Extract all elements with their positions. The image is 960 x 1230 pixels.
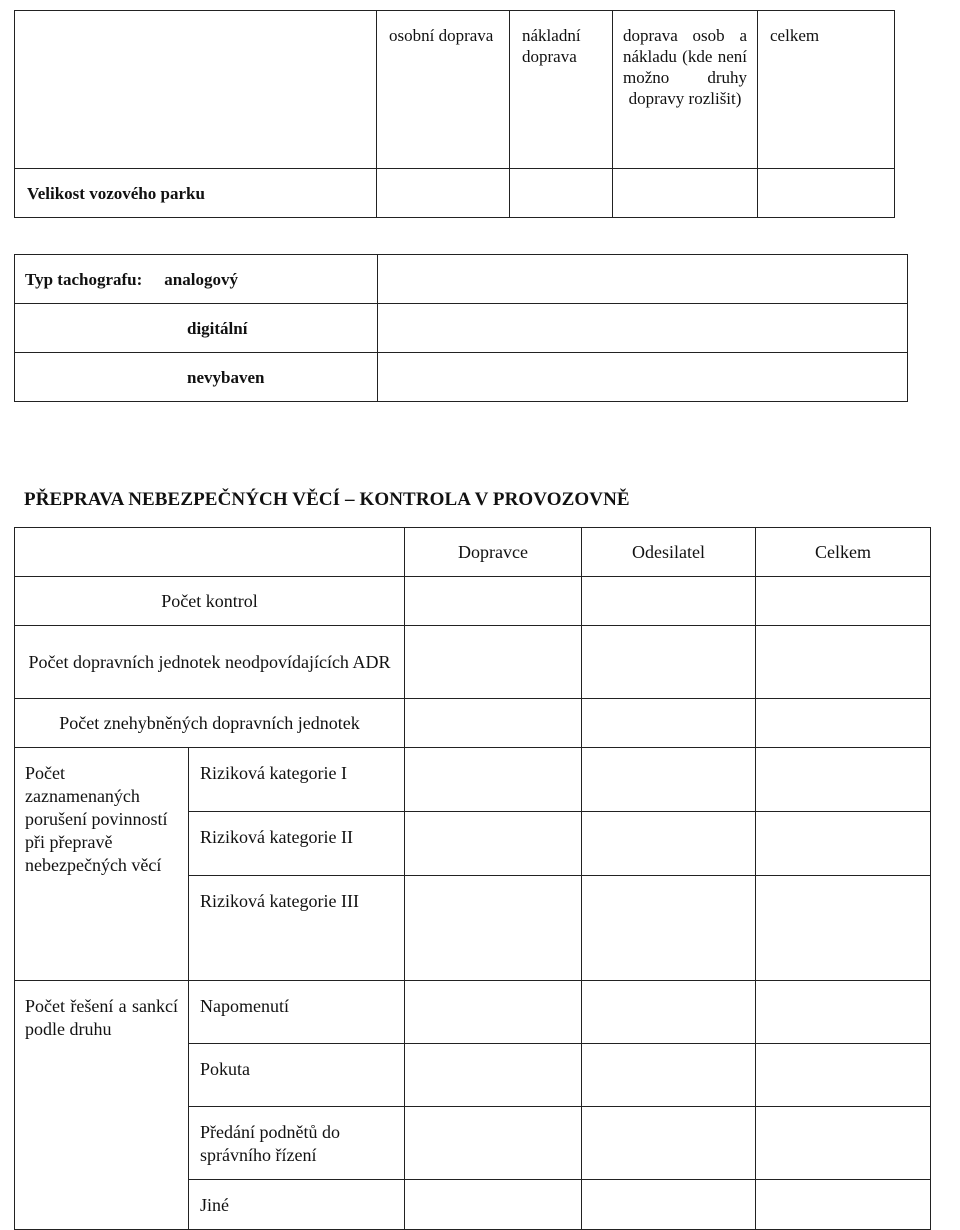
dg-cell[interactable] xyxy=(756,1044,931,1107)
dg-header-empty xyxy=(15,528,405,577)
dg-cell[interactable] xyxy=(582,981,756,1044)
dg-cell[interactable] xyxy=(756,577,931,626)
fleet-header-empty xyxy=(15,11,377,169)
dg-cell[interactable] xyxy=(405,577,582,626)
dg-label-znehybnene: Počet znehybněných dopravních jednotek xyxy=(15,699,405,748)
dg-cell[interactable] xyxy=(756,626,931,699)
dg-label-riziko-2: Riziková kategorie II xyxy=(189,812,405,876)
dangerous-goods-table xyxy=(14,527,931,1230)
tachograph-digital-cell[interactable] xyxy=(378,304,908,353)
dg-cell[interactable] xyxy=(582,1180,756,1230)
tachograph-label-analog xyxy=(15,255,378,304)
dg-header-celkem: Celkem xyxy=(756,528,931,577)
dg-cell[interactable] xyxy=(405,699,582,748)
dg-cell[interactable] xyxy=(582,626,756,699)
fleet-header-celkem: celkem xyxy=(758,11,895,169)
dg-group-violations-label: Počet zaznamenaných porušení povinností při přepravě nebezpečných věcí xyxy=(15,748,189,981)
fleet-size-table xyxy=(14,10,895,218)
tachograph-none-cell[interactable] xyxy=(378,353,908,402)
dg-cell[interactable] xyxy=(582,876,756,981)
tachograph-option-analog: analogový xyxy=(164,269,238,289)
dg-cell[interactable] xyxy=(756,699,931,748)
dg-label-pocet-kontrol: Počet kontrol xyxy=(15,577,405,626)
dg-label-pokuta: Pokuta xyxy=(189,1044,405,1107)
tachograph-type-label: Typ tachografu: xyxy=(25,269,143,289)
dg-cell[interactable] xyxy=(405,812,582,876)
dg-cell[interactable] xyxy=(405,1044,582,1107)
fleet-size-row xyxy=(15,169,895,218)
tachograph-row-analog xyxy=(15,255,908,304)
tachograph-option-none: nevybaven xyxy=(15,353,378,402)
dg-header-dopravce: Dopravce xyxy=(405,528,582,577)
dg-row-neodpovidajici xyxy=(15,626,931,699)
dg-label-jine: Jiné xyxy=(189,1180,405,1230)
dg-cell[interactable] xyxy=(582,699,756,748)
dg-cell[interactable] xyxy=(405,981,582,1044)
dg-cell[interactable] xyxy=(756,876,931,981)
dg-cell[interactable] xyxy=(405,748,582,812)
dg-group-sanctions-label: Počet řešení a sankcí podle druhu xyxy=(15,981,189,1230)
dg-label-riziko-1: Riziková kategorie I xyxy=(189,748,405,812)
fleet-size-celkem-cell[interactable] xyxy=(758,169,895,218)
dg-cell[interactable] xyxy=(582,577,756,626)
section-title: PŘEPRAVA NEBEZPEČNÝCH VĚCÍ – KONTROLA V PROVOZOVNĚ xyxy=(24,489,630,510)
fleet-size-nakladni-cell[interactable] xyxy=(510,169,613,218)
fleet-header-osobni: osobní doprava xyxy=(377,11,510,169)
dg-cell[interactable] xyxy=(582,748,756,812)
tachograph-row-none xyxy=(15,353,908,402)
fleet-size-label: Velikost vozového parku xyxy=(15,169,377,218)
dg-cell[interactable] xyxy=(405,1180,582,1230)
dg-label-napomenuti: Napomenutí xyxy=(189,981,405,1044)
dg-cell[interactable] xyxy=(582,1044,756,1107)
tachograph-row-digital xyxy=(15,304,908,353)
fleet-header-kombinovana: doprava osob a nákladu (kde není možno druhy dopravy rozlišit) xyxy=(613,11,758,169)
tachograph-analog-cell[interactable] xyxy=(378,255,908,304)
dg-header-row xyxy=(15,528,931,577)
dg-row-znehybnene xyxy=(15,699,931,748)
tachograph-table xyxy=(14,254,908,402)
fleet-size-osobni-cell[interactable] xyxy=(377,169,510,218)
dg-row-napomenuti xyxy=(15,981,931,1044)
fleet-header-nakladni: nákladní doprava xyxy=(510,11,613,169)
dg-cell[interactable] xyxy=(405,876,582,981)
dg-cell[interactable] xyxy=(756,981,931,1044)
fleet-size-kombinovana-cell[interactable] xyxy=(613,169,758,218)
dg-cell[interactable] xyxy=(582,1107,756,1180)
tachograph-option-digital: digitální xyxy=(15,304,378,353)
dg-cell[interactable] xyxy=(405,626,582,699)
dg-header-odesilatel: Odesilatel xyxy=(582,528,756,577)
dg-cell[interactable] xyxy=(582,812,756,876)
dg-row-riziko-1 xyxy=(15,748,931,812)
dg-cell[interactable] xyxy=(405,1107,582,1180)
dg-cell[interactable] xyxy=(756,1180,931,1230)
dg-label-predani: Předání podnětů do správního řízení xyxy=(189,1107,405,1180)
fleet-header-row xyxy=(15,11,895,169)
dg-label-neodpovidajici: Počet dopravních jednotek neodpovídajících ADR xyxy=(15,626,405,699)
dg-cell[interactable] xyxy=(756,812,931,876)
dg-cell[interactable] xyxy=(756,748,931,812)
dg-cell[interactable] xyxy=(756,1107,931,1180)
dg-label-riziko-3: Riziková kategorie III xyxy=(189,876,405,981)
dg-row-pocet-kontrol xyxy=(15,577,931,626)
